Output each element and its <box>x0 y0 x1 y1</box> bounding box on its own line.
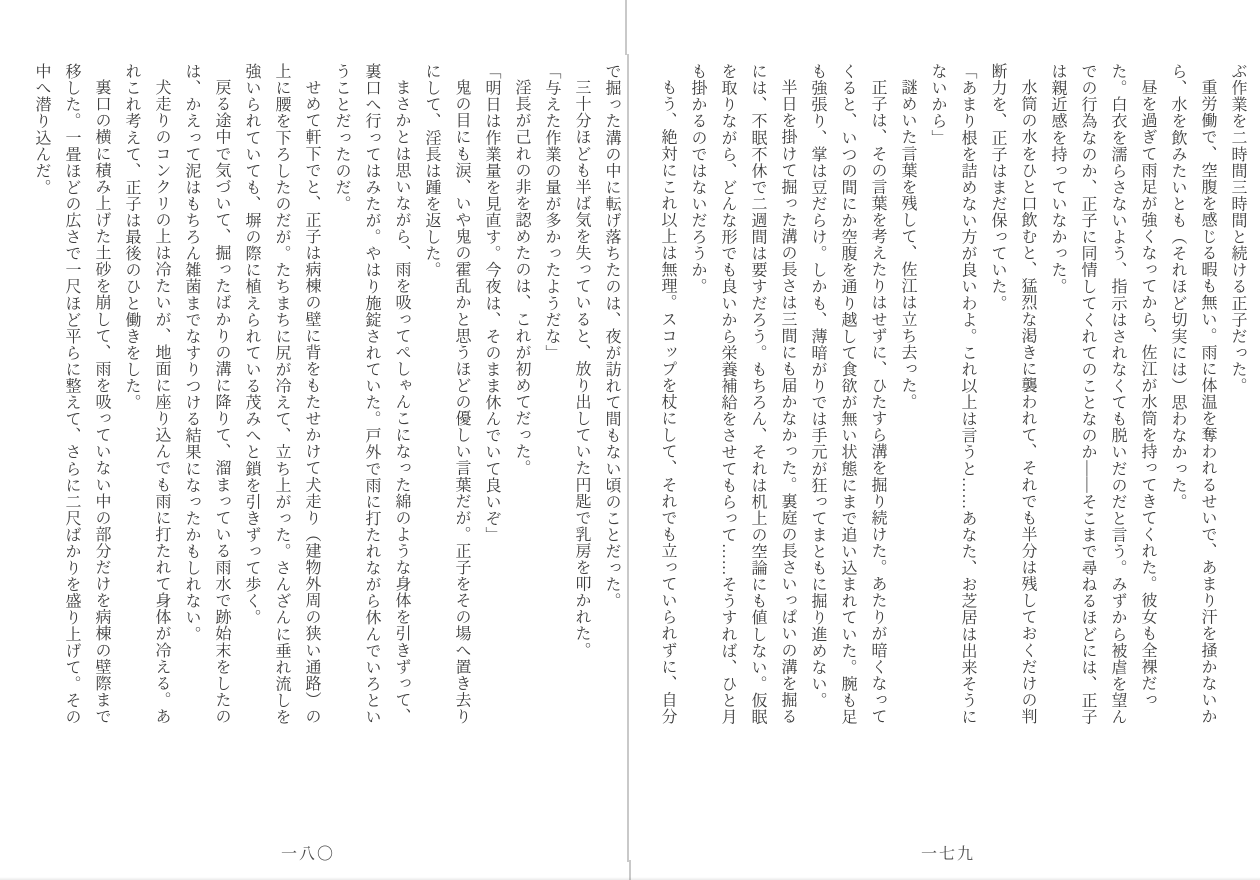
paragraph: 重労働で、空腹を感じる暇も無い。雨に体温を奪われるせいで、あまり汗を掻かないから、水を飲みたいとも（それほど切実には）思わなかった。 <box>1169 63 1216 725</box>
paragraph: 「与えた作業の量が多かったようだな」 <box>543 63 560 361</box>
paragraph: 半日を掛けて掘った溝の長さは三間にも届かなかった。裏庭の長さいっぱいの溝を掘るには、不眠不休で二週間は要すだろう。もちろん、それは机上の空論にも値しない。仮眠を取りながら、どんな形でも良いから栄養補給をさせてもらって……そうすれば、ひと月も掛かるのではないだろうか。 <box>689 63 796 725</box>
paragraph: まさかとは思いながら、雨を吸ってぺしゃんこになった綿のような身体を引きずって、裏口へ行ってはみたが。やはり施錠されていた。戸外で雨に打たれながら休んでいろということだったのだ。 <box>333 63 410 725</box>
paragraph: で掘った溝の中に転げ落ちたのは、夜が訪れて間もない頃のことだった。 <box>603 63 620 610</box>
paragraph: 犬走りのコンクリの上は冷たいが、地面に座り込んでも雨に打たれて身体が冷える。あれこれ考えて、正子は最後のひと働きをした。 <box>123 63 170 725</box>
paragraph: せめて軒下でと、正子は病棟の壁に背をもたせかけて犬走り（建物外周の狭い通路）の上に腰を下ろしたのだが。たちまちに尻が冷えて、立ち上がった。さんざんに垂れ流しを強いられていても、塀の際に植えられている茂みへと鎖を引きずって歩く。 <box>243 63 320 725</box>
page-number-left: 一八〇 <box>280 846 335 863</box>
paragraph: 水筒の水をひと口飲むと、猛烈な渇きに襲われて、それでも半分は残しておくだけの判断力を、正子はまだ保っていた。 <box>989 63 1036 725</box>
paragraph: ぶ作業を二時間三時間と続ける正子だった。 <box>1229 63 1246 394</box>
paragraph: 鬼の目にも涙、いや鬼の霍乱かと思うほどの優しい言葉だが。正子をその場へ置き去りにして、淫長は踵を返した。 <box>423 63 470 725</box>
paragraph: もう、絶対にこれ以上は無理。スコップを杖にして、それでも立っていられずに、自分 <box>659 79 676 725</box>
paragraph: 謎めいた言葉を残して、佐江は立ち去った。 <box>899 79 916 410</box>
page-left-text-block <box>26 63 626 730</box>
paragraph: 淫長が己れの非を認めたのは、これが初めてだった。 <box>513 79 530 477</box>
paragraph: 「あまり根を詰めない方が良いわよ。これ以上は言うと……あなた、お芝居は出来そうにないから」 <box>929 63 976 725</box>
paragraph: 裏口の横に積み上げた土砂を崩して、雨を吸っていない中の部分だけを病棟の壁際まで移した。一畳ほどの広さで一尺ほど平らに整えて、さらに二尺ばかりを盛り上げて。その中へ潜り込んだ。 <box>33 63 110 725</box>
paragraph: 三十分ほども半ば気を失っていると、放り出していた円匙で乳房を叩かれた。 <box>573 79 590 659</box>
page-number-right: 一七九 <box>920 846 975 863</box>
page-divider-line <box>629 860 631 880</box>
paragraph: 昼を過ぎて雨足が強くなってから、佐江が水筒を持ってきてくれた。彼女も全裸だった。白衣を濡らさないよう、指示はされなくても脱いだのだと言う。みずから被虐を望んでの行為なのか、正子に同情してくれてのことなのか――そこまで尋ねるほどには、正子は親近感を持っていなかった。 <box>1049 63 1156 725</box>
page-right-text-block <box>652 63 1252 730</box>
paragraph: 正子は、その言葉を考えたりはせずに、ひたすら溝を掘り続けた。あたりが暗くなってくると、いつの間にか空腹を通り越して食欲が無い状態にまで追い込まれていた。腕も足も強張り、掌は豆だらけ。しかも、薄暗がりでは手元が狂ってまともに掘り進めない。 <box>809 63 886 725</box>
page-divider-line <box>625 0 627 55</box>
paragraph: 戻る途中で気づいて、掘ったばかりの溝に降りて、溜まっている雨水で跡始末をしたのは、かえって泥はもちろん雑菌までなすりつける結果になったかもしれない。 <box>183 63 230 725</box>
page-divider-line <box>627 54 629 862</box>
paragraph: 「明日は作業量を見直す。今夜は、そのまま休んでいて良いぞ」 <box>483 63 500 543</box>
